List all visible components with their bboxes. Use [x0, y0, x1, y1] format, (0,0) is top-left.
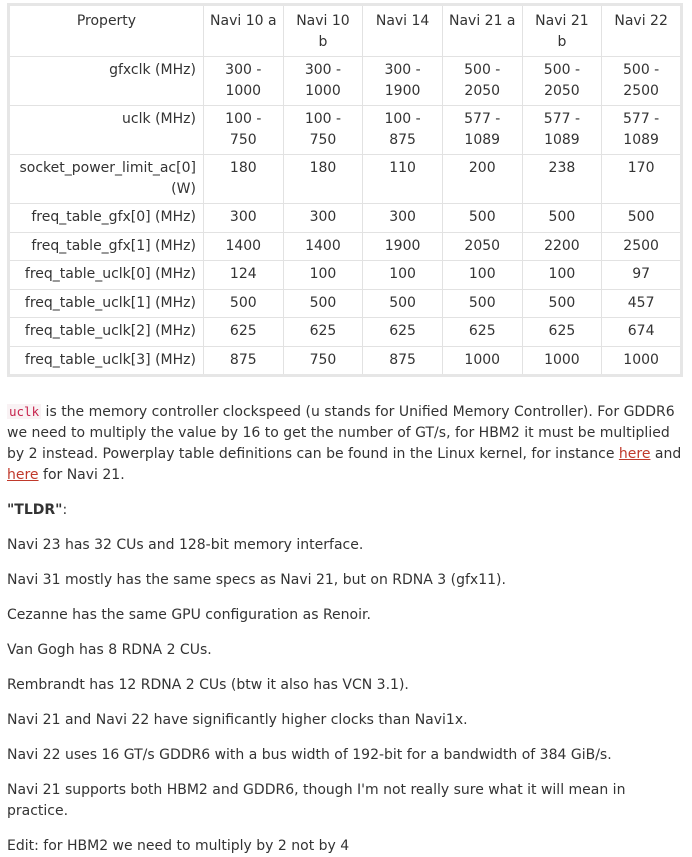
cell-value: 500	[522, 289, 602, 318]
uclk-code: uclk	[9, 404, 40, 419]
cell-value: 100	[283, 261, 363, 290]
cell-value: 674	[602, 318, 682, 347]
cell-value: 625	[442, 318, 522, 347]
paragraph: Edit: for HBM2 we need to multiply by 2 not by 4	[7, 838, 350, 854]
cell-value: 500 - 2500	[602, 57, 682, 106]
paragraph: Navi 22 uses 16 GT/s GDDR6 with a bus width of 192-bit for a bandwidth of 384 GiB/s.	[7, 747, 612, 763]
table-header-row	[9, 5, 682, 57]
cell-value: 457	[602, 289, 682, 318]
note-text-1: is the memory controller clockspeed (u stands for Unified Memory Controller). For GDDR6 we need to multiply the value by 16 to get the number of GT/s, for HBM2 it must be multiplied by 2 instead. Powerplay table definitions can be found in the Linux kernel, for instance	[7, 404, 675, 462]
header-navi10a: Navi 10 a	[203, 5, 283, 57]
paragraph: Navi 21 supports both HBM2 and GDDR6, though I'm not really sure what it will mean in practice.	[7, 782, 626, 819]
row-property: socket_power_limit_ac[0] (W)	[9, 155, 204, 204]
cell-value: 500	[522, 204, 602, 233]
cell-value: 500	[363, 289, 443, 318]
table-row	[9, 57, 682, 106]
header-navi22: Navi 22	[602, 5, 682, 57]
table-row	[9, 106, 682, 155]
row-property: freq_table_gfx[1] (MHz)	[9, 232, 204, 261]
paragraph: Rembrandt has 12 RDNA 2 CUs (btw it also has VCN 3.1).	[7, 677, 409, 693]
cell-value: 97	[602, 261, 682, 290]
cell-value: 875	[203, 346, 283, 376]
paragraph: Navi 21 and Navi 22 have significantly higher clocks than Navi1x.	[7, 712, 468, 728]
paragraph: Van Gogh has 8 RDNA 2 CUs.	[7, 642, 212, 658]
header-navi21b: Navi 21 b	[522, 5, 602, 57]
cell-value: 625	[203, 318, 283, 347]
cell-value: 625	[522, 318, 602, 347]
cell-value: 100	[522, 261, 602, 290]
cell-value: 500 - 2050	[522, 57, 602, 106]
cell-value: 500	[283, 289, 363, 318]
cell-value: 100 - 875	[363, 106, 443, 155]
cell-value: 300 - 1900	[363, 57, 443, 106]
cell-value: 180	[203, 155, 283, 204]
row-property: freq_table_uclk[3] (MHz)	[9, 346, 204, 376]
table-row	[9, 232, 682, 261]
cell-value: 300 - 1000	[203, 57, 283, 106]
table-row	[9, 155, 682, 204]
cell-value: 300	[203, 204, 283, 233]
cell-value: 100	[442, 261, 522, 290]
header-navi14: Navi 14	[363, 5, 443, 57]
cell-value: 238	[522, 155, 602, 204]
cell-value: 300 - 1000	[283, 57, 363, 106]
cell-value: 625	[283, 318, 363, 347]
cell-value: 500	[442, 289, 522, 318]
row-property: freq_table_uclk[1] (MHz)	[9, 289, 204, 318]
cell-value: 100 - 750	[283, 106, 363, 155]
cell-value: 577 - 1089	[602, 106, 682, 155]
row-property: freq_table_gfx[0] (MHz)	[9, 204, 204, 233]
cell-value: 577 - 1089	[522, 106, 602, 155]
cell-value: 300	[363, 204, 443, 233]
cell-value: 124	[203, 261, 283, 290]
cell-value: 500 - 2050	[442, 57, 522, 106]
row-property: freq_table_uclk[2] (MHz)	[9, 318, 204, 347]
header-property: Property	[9, 5, 204, 57]
header-navi21a: Navi 21 a	[442, 5, 522, 57]
cell-value: 500	[442, 204, 522, 233]
gpu-spec-table	[7, 3, 683, 377]
table-row	[9, 318, 682, 347]
paragraph: Navi 31 mostly has the same specs as Navi 21, but on RDNA 3 (gfx11).	[7, 572, 506, 588]
cell-value: 110	[363, 155, 443, 204]
cell-value: 300	[283, 204, 363, 233]
cell-value: 1000	[522, 346, 602, 376]
cell-value: 577 - 1089	[442, 106, 522, 155]
cell-value: 875	[363, 346, 443, 376]
row-property: uclk (MHz)	[9, 106, 204, 155]
cell-value: 500	[602, 204, 682, 233]
table-row	[9, 289, 682, 318]
uclk-note-paragraph	[7, 401, 686, 486]
paragraph: Navi 23 has 32 CUs and 128-bit memory interface.	[7, 537, 364, 553]
tldr-label: "TLDR"	[7, 502, 63, 518]
cell-value: 2050	[442, 232, 522, 261]
kernel-link-1[interactable]: here	[618, 446, 651, 462]
cell-value: 100	[363, 261, 443, 290]
cell-value: 200	[442, 155, 522, 204]
tldr-colon: :	[62, 502, 68, 518]
cell-value: 1400	[283, 232, 363, 261]
table-row	[9, 346, 682, 376]
header-navi10b: Navi 10 b	[283, 5, 363, 57]
table-row	[9, 204, 682, 233]
cell-value: 1400	[203, 232, 283, 261]
cell-value: 1000	[602, 346, 682, 376]
cell-value: 2500	[602, 232, 682, 261]
cell-value: 625	[363, 318, 443, 347]
cell-value: 500	[203, 289, 283, 318]
cell-value: 1900	[363, 232, 443, 261]
kernel-link-2[interactable]: here	[7, 467, 39, 483]
table-row	[9, 261, 682, 290]
cell-value: 750	[283, 346, 363, 376]
paragraph: Cezanne has the same GPU configuration as Renoir.	[7, 607, 371, 623]
cell-value: 2200	[522, 232, 602, 261]
row-property: gfxclk (MHz)	[9, 57, 204, 106]
cell-value: 1000	[442, 346, 522, 376]
cell-value: 170	[602, 155, 682, 204]
row-property: freq_table_uclk[0] (MHz)	[9, 261, 204, 290]
note-text-3: for Navi 21.	[38, 467, 125, 483]
cell-value: 180	[283, 155, 363, 204]
tldr-heading	[7, 500, 686, 521]
note-text-2: and	[650, 446, 682, 462]
cell-value: 100 - 750	[203, 106, 283, 155]
